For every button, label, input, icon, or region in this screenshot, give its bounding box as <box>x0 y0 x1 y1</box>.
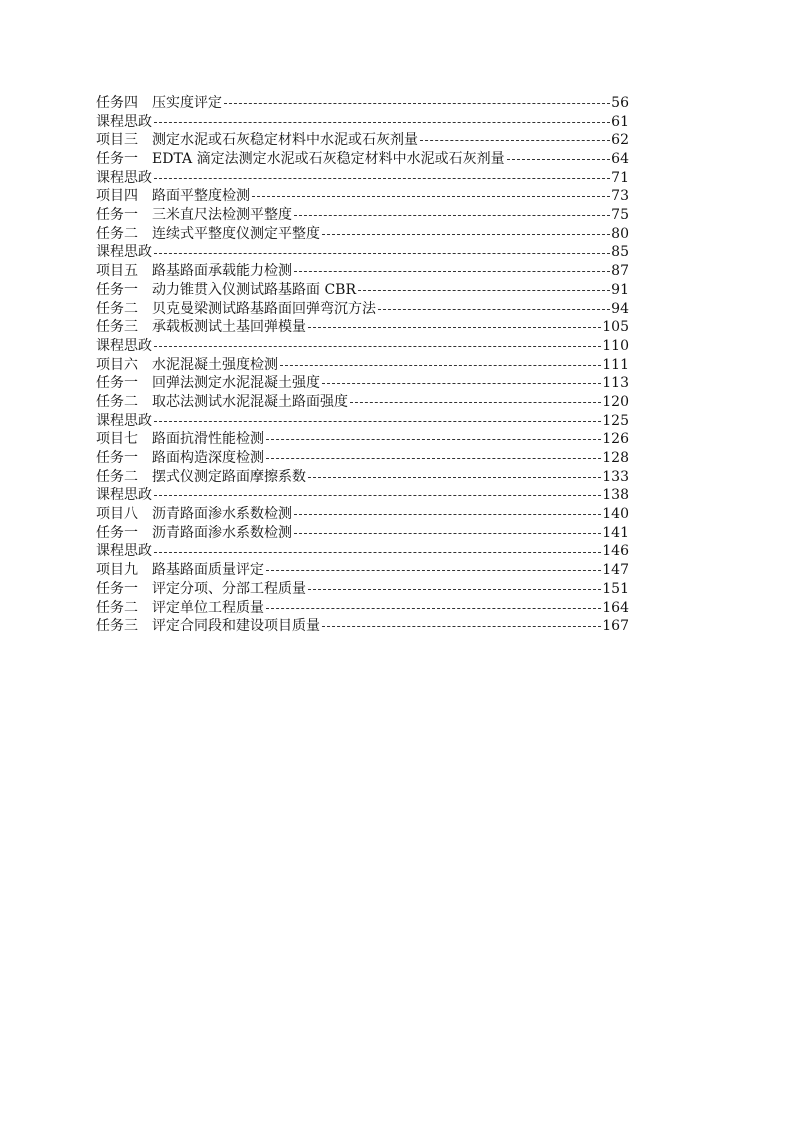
toc-entry-title: 任务一 路面构造深度检测 <box>96 450 264 467</box>
toc-entry <box>96 113 629 132</box>
toc-dot-leader <box>154 337 601 356</box>
toc-dot-leader <box>322 374 601 393</box>
toc-page-number: 125 <box>602 412 629 429</box>
toc-entry-title: 任务一 EDTA 滴定法测定水泥或石灰稳定材料中水泥或石灰剂量 <box>96 151 505 168</box>
toc-entry-title: 任务二 取芯法测试水泥混凝土路面强度 <box>96 393 348 410</box>
toc-entry-title: 任务一 沥青路面渗水系数检测 <box>96 524 292 541</box>
toc-entry <box>96 150 629 169</box>
toc-entry <box>96 94 629 113</box>
toc-entry-title: 课程思政 <box>96 113 152 130</box>
toc-dot-leader <box>294 262 610 281</box>
toc-entry-title: 任务二 摆式仪测定路面摩擦系数 <box>96 468 306 485</box>
toc-entry-title: 项目九 路基路面质量评定 <box>96 562 264 579</box>
toc-dot-leader <box>224 94 610 113</box>
toc-dot-leader <box>507 150 611 169</box>
toc-page-number: 111 <box>602 356 629 373</box>
toc-entry-title: 任务三 评定合同段和建设项目质量 <box>96 618 320 635</box>
toc-dot-leader <box>378 300 610 319</box>
toc-page-number: 73 <box>611 188 629 205</box>
toc-entry <box>96 206 629 225</box>
toc-entry <box>96 225 629 244</box>
toc-page-number: 75 <box>611 207 629 224</box>
toc-entry <box>96 449 629 468</box>
toc-dot-leader <box>294 505 601 524</box>
toc-dot-leader <box>154 113 610 132</box>
toc-dot-leader <box>266 449 601 468</box>
toc-entry <box>96 599 629 618</box>
toc-page-number: 138 <box>602 487 629 504</box>
toc-page-number: 94 <box>611 300 629 317</box>
toc-dot-leader <box>154 169 610 188</box>
toc-dot-leader <box>266 430 601 449</box>
toc-dot-leader <box>154 244 610 263</box>
toc-page-number: 164 <box>602 599 629 616</box>
toc-dot-leader <box>308 468 601 487</box>
toc-entry <box>96 262 629 281</box>
table-of-contents <box>96 94 629 636</box>
toc-page-number: 85 <box>611 244 629 261</box>
toc-entry <box>96 486 629 505</box>
toc-dot-leader <box>294 206 610 225</box>
toc-dot-leader <box>252 187 610 206</box>
toc-entry <box>96 131 629 150</box>
toc-entry <box>96 187 629 206</box>
toc-page-number: 110 <box>602 337 629 354</box>
toc-page-number: 91 <box>611 281 629 298</box>
toc-entry-title: 任务一 动力锥贯入仪测试路基路面 CBR <box>96 281 356 298</box>
toc-dot-leader <box>154 412 601 431</box>
toc-dot-leader <box>294 524 601 543</box>
toc-page-number: 64 <box>611 151 629 168</box>
toc-entry-title: 任务一 三米直尺法检测平整度 <box>96 207 292 224</box>
toc-entry-title: 任务二 连续式平整度仪测定平整度 <box>96 225 320 242</box>
toc-entry-title: 项目七 路面抗滑性能检测 <box>96 431 264 448</box>
toc-entry-title: 课程思政 <box>96 337 152 354</box>
toc-page-number: 80 <box>611 225 629 242</box>
toc-entry <box>96 468 629 487</box>
toc-entry <box>96 244 629 263</box>
toc-entry <box>96 505 629 524</box>
toc-dot-leader <box>420 131 610 150</box>
toc-entry-title: 课程思政 <box>96 487 152 504</box>
toc-page-number: 151 <box>602 580 629 597</box>
toc-page-number: 113 <box>602 375 629 392</box>
toc-page-number: 105 <box>602 319 629 336</box>
toc-page-number: 147 <box>602 562 629 579</box>
toc-dot-leader <box>322 617 601 636</box>
toc-page-number: 140 <box>602 506 629 523</box>
toc-entry <box>96 580 629 599</box>
toc-dot-leader <box>266 599 601 618</box>
toc-page-number: 120 <box>602 393 629 410</box>
toc-entry-title: 课程思政 <box>96 169 152 186</box>
toc-dot-leader <box>308 580 601 599</box>
toc-entry-title: 项目五 路基路面承载能力检测 <box>96 263 292 280</box>
toc-entry <box>96 318 629 337</box>
toc-dot-leader <box>154 543 601 562</box>
toc-page-number: 128 <box>602 450 629 467</box>
toc-entry-title: 任务一 回弹法测定水泥混凝土强度 <box>96 375 320 392</box>
toc-entry <box>96 430 629 449</box>
toc-entry-title: 项目六 水泥混凝土强度检测 <box>96 356 278 373</box>
toc-page-number: 87 <box>611 263 629 280</box>
toc-page-number: 62 <box>611 132 629 149</box>
toc-entry <box>96 543 629 562</box>
toc-entry <box>96 300 629 319</box>
toc-entry-title: 项目三 测定水泥或石灰稳定材料中水泥或石灰剂量 <box>96 132 418 149</box>
toc-entry <box>96 393 629 412</box>
toc-entry-title: 项目四 路面平整度检测 <box>96 188 250 205</box>
toc-page-number: 146 <box>602 543 629 560</box>
toc-page-number: 126 <box>602 431 629 448</box>
toc-entry <box>96 617 629 636</box>
toc-entry-title: 任务四 压实度评定 <box>96 94 222 111</box>
toc-entry-title: 课程思政 <box>96 412 152 429</box>
toc-dot-leader <box>280 356 601 375</box>
toc-entry <box>96 412 629 431</box>
toc-entry-title: 课程思政 <box>96 543 152 560</box>
toc-entry <box>96 356 629 375</box>
toc-entry-title: 任务二 评定单位工程质量 <box>96 599 264 616</box>
toc-entry <box>96 561 629 580</box>
toc-page-number: 56 <box>611 94 629 111</box>
toc-entry <box>96 374 629 393</box>
toc-entry <box>96 524 629 543</box>
toc-dot-leader <box>322 225 610 244</box>
toc-page-number: 61 <box>611 113 629 130</box>
toc-page-number: 141 <box>602 524 629 541</box>
toc-page-number: 133 <box>602 468 629 485</box>
toc-page-number: 71 <box>611 169 629 186</box>
toc-dot-leader <box>266 561 601 580</box>
toc-entry-title: 项目八 沥青路面渗水系数检测 <box>96 506 292 523</box>
toc-dot-leader <box>358 281 610 300</box>
toc-dot-leader <box>350 393 601 412</box>
toc-entry-title: 任务一 评定分项、分部工程质量 <box>96 580 306 597</box>
toc-entry <box>96 337 629 356</box>
toc-entry-title: 任务二 贝克曼梁测试路基路面回弹弯沉方法 <box>96 300 376 317</box>
toc-page-number: 167 <box>602 618 629 635</box>
toc-dot-leader <box>154 486 601 505</box>
toc-dot-leader <box>308 318 601 337</box>
toc-entry-title: 任务三 承载板测试土基回弹模量 <box>96 319 306 336</box>
toc-entry-title: 课程思政 <box>96 244 152 261</box>
toc-entry <box>96 281 629 300</box>
toc-entry <box>96 169 629 188</box>
